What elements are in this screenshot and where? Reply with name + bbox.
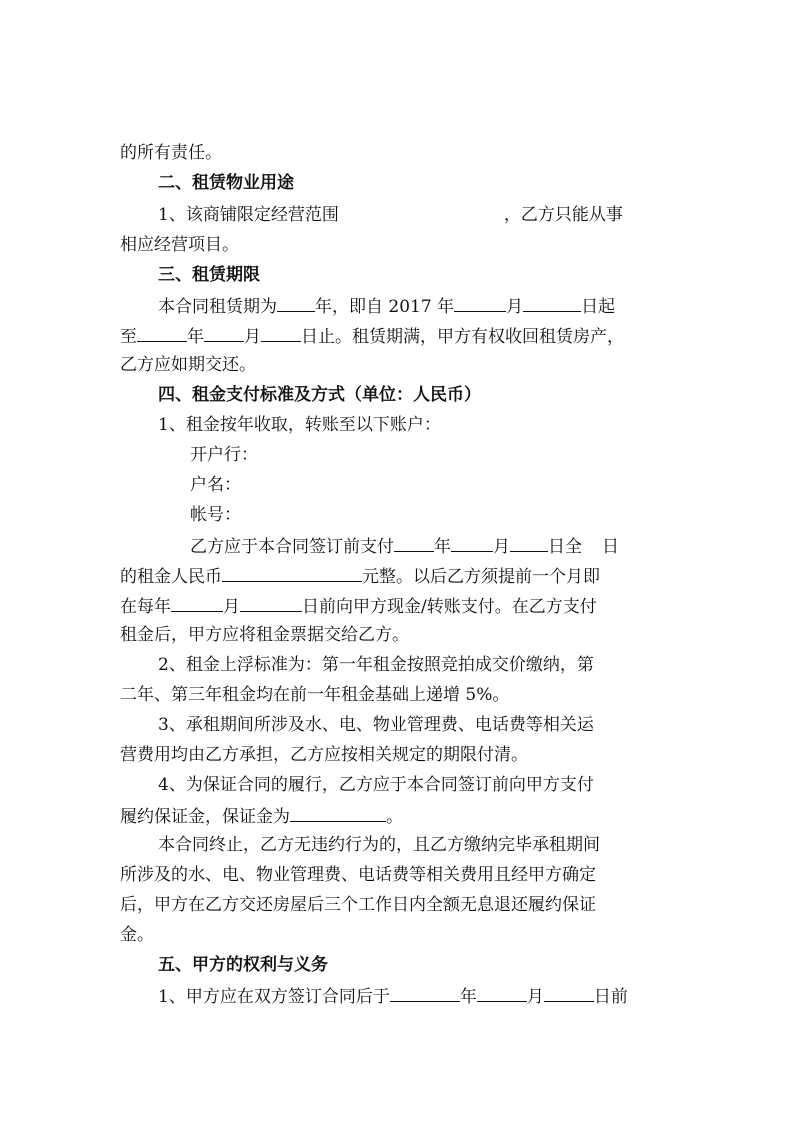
blank-field xyxy=(394,530,434,552)
paragraph-line: 履约保证金，保证金为 。 xyxy=(120,800,690,830)
paragraph-line: 2、租金上浮标准为：第一年租金按照竞拍成交价缴纳，第 xyxy=(158,655,594,675)
paragraph-line: 至 年 月 日止。租赁期满，甲方有权收回租赁房产， xyxy=(120,320,690,350)
section-heading-lessor-duties: 五、甲方的权利与义务 xyxy=(158,955,328,975)
section-heading-term: 三、租赁期限 xyxy=(158,265,260,285)
account-number-label: 帐号： xyxy=(190,505,241,525)
paragraph-line: 1、甲方应在双方签订合同后于 年 月 日前 xyxy=(158,980,690,1010)
blank-field xyxy=(204,320,244,342)
paragraph-line: 的租金人民币 元整。以后乙方须提前一个月即 xyxy=(120,560,690,590)
paragraph-line: 4、为保证合同的履行，乙方应于本合同签订前向甲方支付 xyxy=(158,775,594,795)
blank-field xyxy=(451,530,493,552)
paragraph-line: 3、承租期间所涉及水、电、物业管理费、电话费等相关运 xyxy=(158,715,594,735)
paragraph-line: 乙方应如期交还。 xyxy=(120,355,256,375)
paragraph-line: 在每年 月 日前向甲方现金/转账支付。在乙方支付 xyxy=(120,590,690,620)
blank-field xyxy=(137,320,187,342)
paragraph-line: 的所有责任。 xyxy=(120,143,222,163)
paragraph-line: 后，甲方在乙方交还房屋后三个工作日内全额无息退还履约保证 xyxy=(120,895,596,915)
blank-field xyxy=(171,590,223,612)
blank-field xyxy=(454,290,506,312)
paragraph-line: 1、租金按年收取，转账至以下账户： xyxy=(158,415,441,435)
account-name-label: 户名： xyxy=(190,475,241,495)
paragraph-line: 相应经营项目。 xyxy=(120,235,239,255)
section-heading-usage: 二、租赁物业用途 xyxy=(158,173,294,193)
paragraph-line: 1、该商铺限定经营范围 ，乙方只能从事 xyxy=(158,205,623,225)
blank-field xyxy=(390,980,460,1002)
blank-field xyxy=(510,530,548,552)
paragraph-line: 营费用均由乙方承担，乙方应按相关规定的期限付清。 xyxy=(120,745,528,765)
blank-field xyxy=(477,980,527,1002)
paragraph-line: 租金后，甲方应将租金票据交给乙方。 xyxy=(120,625,409,645)
blank-field xyxy=(290,800,386,822)
paragraph-line: 本合同终止，乙方无违约行为的，且乙方缴纳完毕承租期间 xyxy=(158,835,600,855)
blank-field xyxy=(523,290,581,312)
paragraph-line: 乙方应于本合同签订前支付 年 月 日全 日 xyxy=(190,530,690,560)
section-heading-payment: 四、租金支付标准及方式（单位：人民币） xyxy=(158,385,481,405)
paragraph-line: 所涉及的水、电、物业管理费、电话费等相关费用且经甲方确定 xyxy=(120,865,596,885)
blank-field xyxy=(544,980,594,1002)
paragraph-line: 金。 xyxy=(120,925,154,945)
blank-field xyxy=(261,320,301,342)
blank-field xyxy=(277,290,315,312)
blank-field xyxy=(240,590,302,612)
blank-field xyxy=(222,560,362,582)
account-bank-label: 开户行： xyxy=(190,445,258,465)
paragraph-line: 二年、第三年租金均在前一年租金基础上递增 5%。 xyxy=(120,685,510,705)
paragraph-line: 本合同租赁期为 年，即自 2017 年 月 日起 xyxy=(158,290,690,320)
